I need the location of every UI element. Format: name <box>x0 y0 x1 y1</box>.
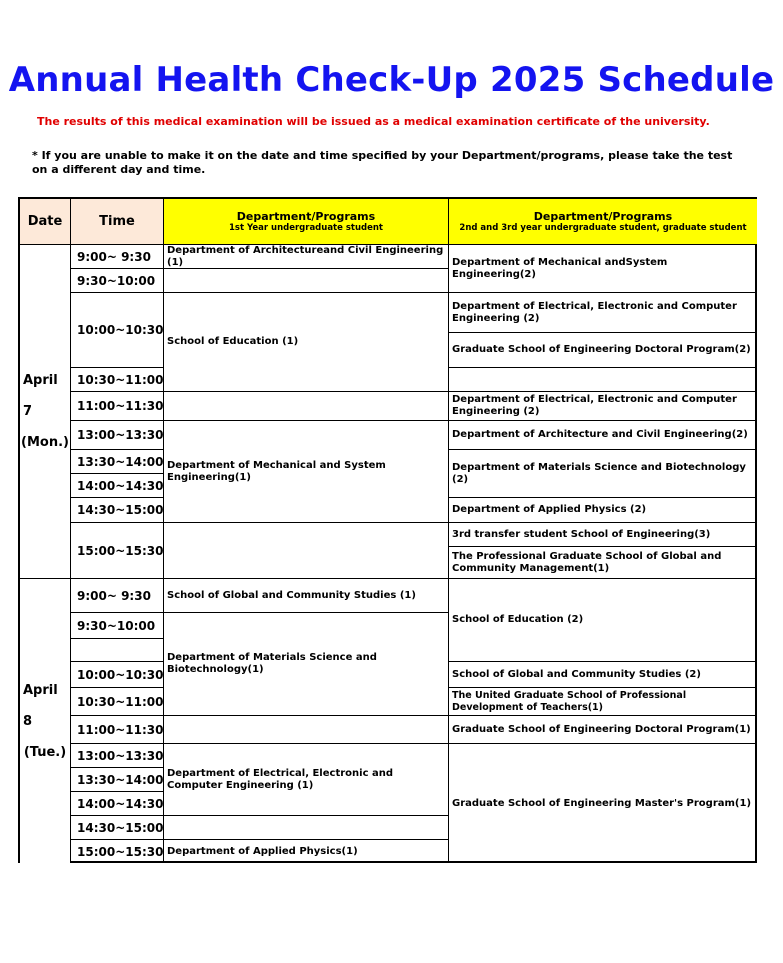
time-slot: 14:00~14:30 <box>71 474 164 498</box>
header-first-year-sub: 1st Year undergraduate student <box>229 222 383 233</box>
upper-year-cell: Department of Electrical, Electronic and Computer Engineering (2) <box>449 293 757 333</box>
page-title: Annual Health Check-Up 2025 Schedule <box>8 60 775 100</box>
date-label: April 7 <box>23 373 58 419</box>
first-year-cell: Department of Mechanical and System Engineering(1) <box>164 421 449 523</box>
header-upper-year <box>449 199 757 245</box>
upper-year-cell: School of Global and Community Studies (2) <box>449 662 757 688</box>
time-slot: 14:30~15:00 <box>71 498 164 523</box>
header-upper-year-sub: 2nd and 3rd year undergraduate student, graduate student <box>459 222 747 233</box>
first-year-cell: Department of Applied Physics(1) <box>164 840 449 863</box>
time-slot: 11:00~11:30 <box>71 716 164 744</box>
header-upper-year-title: Department/Programs <box>533 209 673 223</box>
time-slot: 11:00~11:30 <box>71 392 164 421</box>
upper-year-cell: The United Graduate School of Professional Development of Teachers(1) <box>449 688 757 716</box>
first-year-cell: Department of Electrical, Electronic and Computer Engineering (1) <box>164 744 449 816</box>
header-first-year-title: Department/Programs <box>236 209 376 223</box>
upper-year-cell: Graduate School of Engineering Doctoral Program(1) <box>449 716 757 744</box>
time-slot: 10:30~11:00 <box>71 368 164 392</box>
time-slot: 10:00~10:30 <box>71 662 164 688</box>
time-slot: 13:00~13:30 <box>71 744 164 768</box>
date-cell-april-8 <box>20 579 71 863</box>
schedule-table <box>18 197 757 863</box>
weekday-label: (Tue.) <box>23 744 67 760</box>
upper-year-cell: Department of Architecture and Civil Engineering(2) <box>449 421 757 450</box>
time-slot: 14:30~15:00 <box>71 816 164 840</box>
first-year-cell: School of Global and Community Studies (1) <box>164 579 449 613</box>
upper-year-cell: Department of Mechanical andSystem Engineering(2) <box>449 245 757 293</box>
first-year-cell-empty <box>164 392 449 421</box>
date-cell-april-7 <box>20 245 71 579</box>
upper-year-cell: School of Education (2) <box>449 579 757 662</box>
time-slot: 10:00~10:30 <box>71 293 164 368</box>
upper-year-cell-empty <box>449 368 757 392</box>
upper-year-cell: Graduate School of Engineering Master's Program(1) <box>452 797 752 809</box>
header-date: Date <box>20 199 71 245</box>
time-slot: 13:00~13:30 <box>71 421 164 450</box>
first-year-cell-empty <box>164 716 449 744</box>
header-time: Time <box>71 199 164 245</box>
upper-year-cell: Department of Electrical, Electronic and Computer Engineering (2) <box>449 392 757 421</box>
time-slot: 9:00~ 9:30 <box>71 579 164 613</box>
upper-year-cell: Department of Applied Physics (2) <box>449 498 757 523</box>
time-slot: 9:30~10:00 <box>71 269 164 293</box>
time-slot-empty <box>71 639 164 662</box>
first-year-cell-empty <box>164 269 449 293</box>
first-year-cell: Department of Architectureand Civil Engineering (1) <box>164 245 449 269</box>
upper-year-cell: Graduate School of Engineering Doctoral Program(2) <box>449 333 757 368</box>
upper-year-cell: Department of Materials Science and Biotechnology (2) <box>449 450 757 498</box>
time-slot: 9:30~10:00 <box>71 613 164 639</box>
time-slot: 14:00~14:30 <box>71 792 164 816</box>
time-slot: 15:00~15:30 <box>71 840 164 863</box>
first-year-cell-empty <box>164 523 449 579</box>
upper-year-cell: 3rd transfer student School of Engineering(3) <box>449 523 757 547</box>
time-slot: 13:30~14:00 <box>71 450 164 474</box>
certificate-notice: The results of this medical examination will be issued as a medical examination certificate of the university. <box>37 115 710 128</box>
time-slot: 13:30~14:00 <box>71 768 164 792</box>
header-first-year <box>164 199 449 245</box>
first-year-cell-empty <box>164 816 449 840</box>
reschedule-note: * If you are unable to make it on the date and time specified by your Department/programs, please take the test on a different day and time. <box>32 149 733 176</box>
weekday-label: (Mon.) <box>21 435 69 450</box>
time-slot: 9:00~ 9:30 <box>71 245 164 269</box>
first-year-cell: School of Education (1) <box>164 293 449 392</box>
date-label: April 8 <box>23 682 58 729</box>
upper-year-cell: The Professional Graduate School of Global and Community Management(1) <box>449 547 757 579</box>
time-slot: 15:00~15:30 <box>71 523 164 579</box>
time-slot: 10:30~11:00 <box>71 688 164 716</box>
first-year-cell: Department of Materials Science and Biotechnology(1) <box>164 613 449 716</box>
